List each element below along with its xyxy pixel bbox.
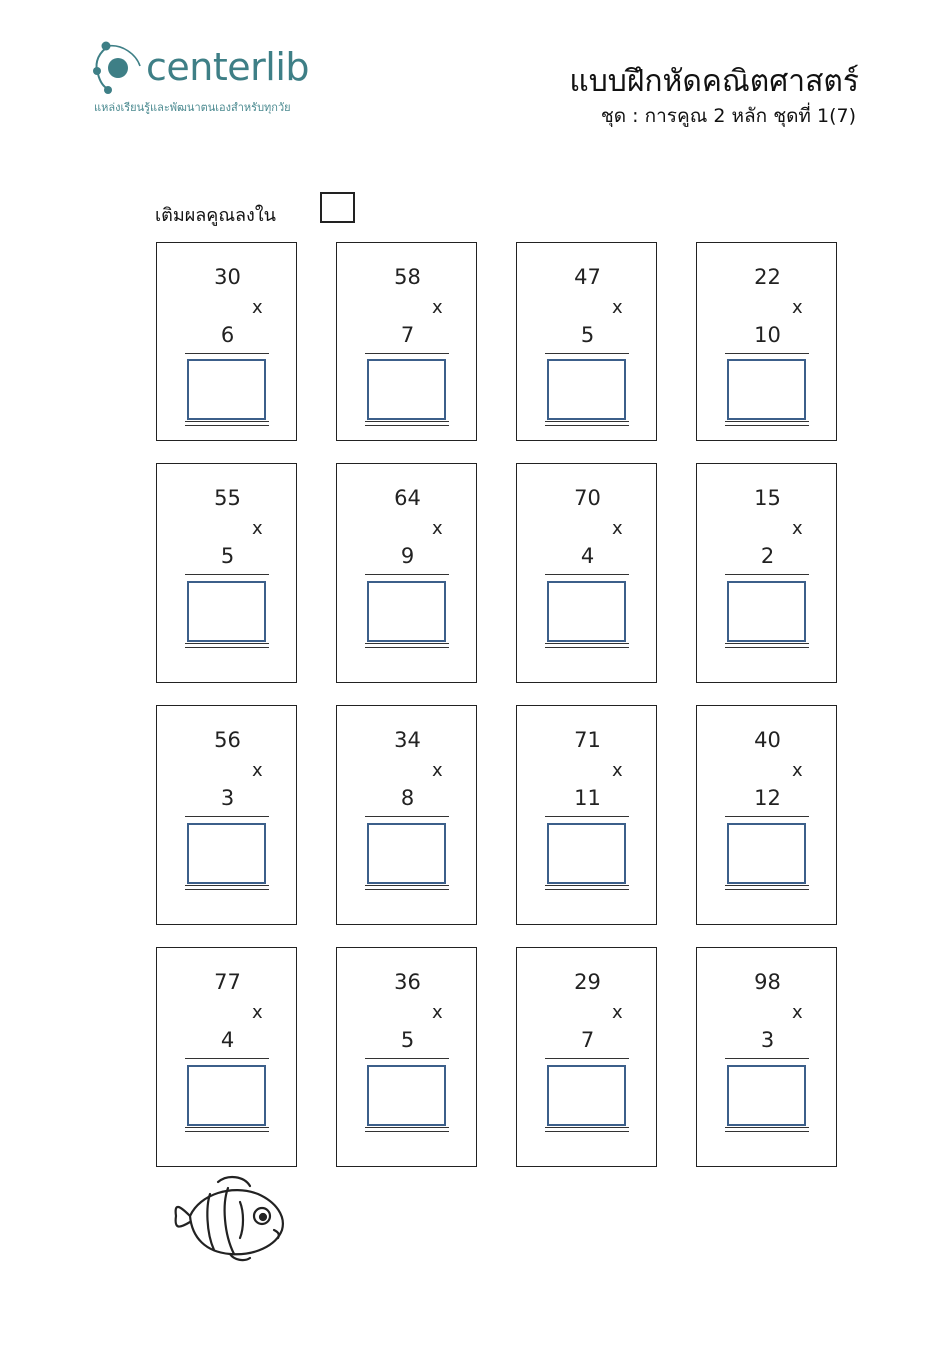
double-underline — [725, 885, 809, 890]
problem-card — [336, 947, 477, 1167]
sum-rule — [725, 816, 809, 817]
multiplier: 10 — [754, 323, 781, 347]
sum-rule — [725, 353, 809, 354]
sum-rule — [545, 816, 629, 817]
multiply-sign: x — [432, 760, 443, 781]
multiplicand: 22 — [754, 265, 781, 289]
problem-card — [156, 705, 297, 925]
answer-box[interactable] — [727, 823, 806, 884]
sum-rule — [185, 574, 269, 575]
multiply-sign: x — [252, 518, 263, 539]
multiply-sign: x — [432, 297, 443, 318]
centerlib-logo — [92, 40, 352, 120]
multiplier: 5 — [580, 323, 595, 347]
multiplier: 3 — [760, 1028, 775, 1052]
logo-molecule-icon — [92, 40, 146, 94]
multiplier: 7 — [580, 1028, 595, 1052]
double-underline — [545, 643, 629, 648]
problem-card — [696, 705, 837, 925]
multiply-sign: x — [612, 297, 623, 318]
answer-box[interactable] — [547, 359, 626, 420]
multiplier: 11 — [574, 786, 601, 810]
logo-wordmark: centerlib — [146, 45, 309, 89]
logo-tagline: แหล่งเรียนรู้และพัฒนาตนเองสำหรับทุกวัย — [94, 101, 291, 114]
multiply-sign: x — [792, 297, 803, 318]
multiplicand: 64 — [394, 486, 421, 510]
problem-card — [696, 947, 837, 1167]
problem-card — [516, 705, 657, 925]
problem-card — [156, 463, 297, 683]
sum-rule — [365, 574, 449, 575]
double-underline — [725, 643, 809, 648]
multiplier: 4 — [220, 1028, 235, 1052]
multiplicand: 58 — [394, 265, 421, 289]
answer-box[interactable] — [367, 359, 446, 420]
answer-box[interactable] — [727, 1065, 806, 1126]
multiply-sign: x — [792, 518, 803, 539]
page-subtitle: ชุด : การคูณ 2 หลัก ชุดที่ 1(7) — [600, 105, 856, 127]
multiply-sign: x — [612, 518, 623, 539]
multiply-sign: x — [432, 518, 443, 539]
multiply-sign: x — [252, 1002, 263, 1023]
multiplier: 4 — [580, 544, 595, 568]
multiplicand: 70 — [574, 486, 601, 510]
multiply-sign: x — [252, 760, 263, 781]
answer-box[interactable] — [727, 581, 806, 642]
problem-card — [696, 463, 837, 683]
double-underline — [545, 1127, 629, 1132]
double-underline — [365, 421, 449, 426]
double-underline — [185, 643, 269, 648]
sum-rule — [365, 816, 449, 817]
multiplicand: 71 — [574, 728, 601, 752]
multiplier: 7 — [400, 323, 415, 347]
double-underline — [545, 421, 629, 426]
double-underline — [365, 1127, 449, 1132]
multiplicand: 15 — [754, 486, 781, 510]
answer-box[interactable] — [187, 581, 266, 642]
multiply-sign: x — [612, 1002, 623, 1023]
double-underline — [545, 885, 629, 890]
double-underline — [725, 1127, 809, 1132]
sum-rule — [185, 353, 269, 354]
multiplicand: 29 — [574, 970, 601, 994]
double-underline — [365, 643, 449, 648]
sum-rule — [545, 353, 629, 354]
multiply-sign: x — [612, 760, 623, 781]
multiplicand: 98 — [754, 970, 781, 994]
multiplicand: 40 — [754, 728, 781, 752]
multiplicand: 56 — [214, 728, 241, 752]
multiply-sign: x — [432, 1002, 443, 1023]
sum-rule — [545, 1058, 629, 1059]
answer-box[interactable] — [367, 1065, 446, 1126]
multiplier: 2 — [760, 544, 775, 568]
multiply-sign: x — [792, 1002, 803, 1023]
fish-illustration-icon — [170, 1172, 292, 1264]
answer-box[interactable] — [367, 581, 446, 642]
problem-card — [156, 242, 297, 441]
multiplier: 12 — [754, 786, 781, 810]
double-underline — [725, 421, 809, 426]
answer-box[interactable] — [727, 359, 806, 420]
instruction-example-box — [320, 192, 355, 223]
sum-rule — [365, 353, 449, 354]
problem-card — [336, 463, 477, 683]
problem-card — [336, 705, 477, 925]
answer-box[interactable] — [187, 359, 266, 420]
sum-rule — [725, 1058, 809, 1059]
answer-box[interactable] — [187, 823, 266, 884]
multiplier: 3 — [220, 786, 235, 810]
multiplier: 8 — [400, 786, 415, 810]
multiplicand: 47 — [574, 265, 601, 289]
problem-card — [516, 463, 657, 683]
problem-card — [516, 947, 657, 1167]
problem-card — [156, 947, 297, 1167]
multiplier: 5 — [220, 544, 235, 568]
answer-box[interactable] — [547, 1065, 626, 1126]
multiplicand: 55 — [214, 486, 241, 510]
answer-box[interactable] — [187, 1065, 266, 1126]
instruction-text: เติมผลคูณลงใน — [155, 205, 276, 226]
multiplicand: 30 — [214, 265, 241, 289]
answer-box[interactable] — [547, 823, 626, 884]
sum-rule — [725, 574, 809, 575]
multiply-sign: x — [252, 297, 263, 318]
multiplicand: 77 — [214, 970, 241, 994]
multiplicand: 34 — [394, 728, 421, 752]
sum-rule — [185, 816, 269, 817]
multiplier: 6 — [220, 323, 235, 347]
double-underline — [185, 1127, 269, 1132]
double-underline — [185, 421, 269, 426]
multiply-sign: x — [792, 760, 803, 781]
double-underline — [185, 885, 269, 890]
multiplier: 5 — [400, 1028, 415, 1052]
sum-rule — [545, 574, 629, 575]
problem-card — [516, 242, 657, 441]
problem-card — [696, 242, 837, 441]
answer-box[interactable] — [547, 581, 626, 642]
page-title: แบบฝึกหัดคณิตศาสตร์ — [569, 64, 859, 99]
multiplier: 9 — [400, 544, 415, 568]
multiplicand: 36 — [394, 970, 421, 994]
sum-rule — [185, 1058, 269, 1059]
problem-card — [336, 242, 477, 441]
answer-box[interactable] — [367, 823, 446, 884]
double-underline — [365, 885, 449, 890]
sum-rule — [365, 1058, 449, 1059]
